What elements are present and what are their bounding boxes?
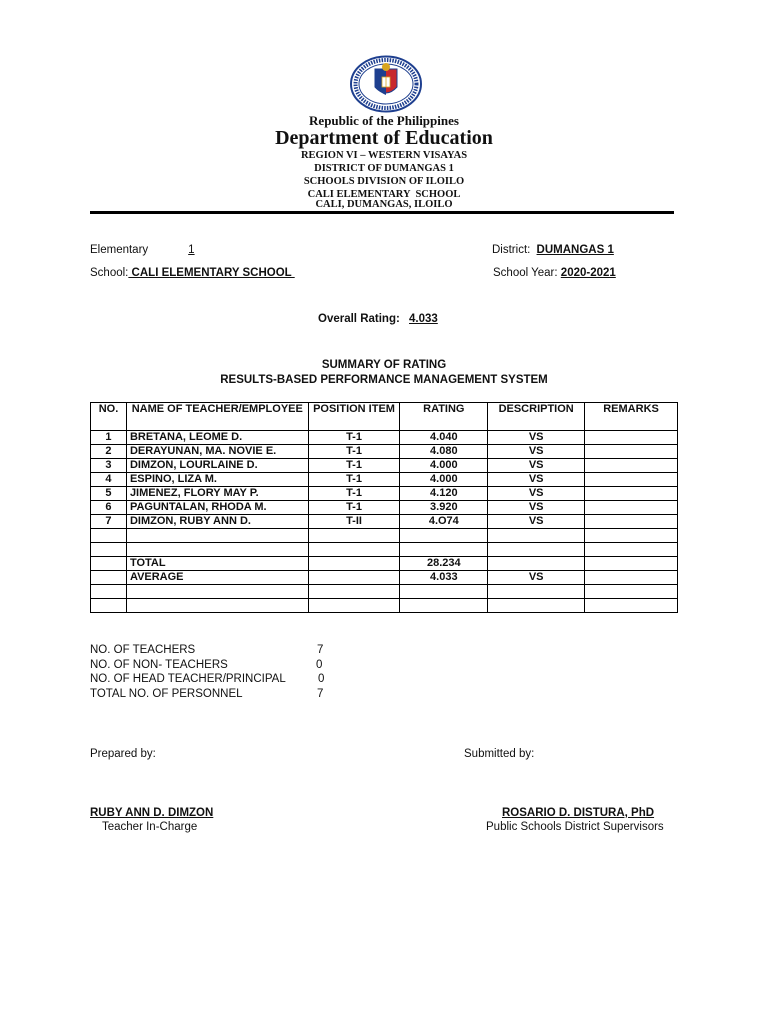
- cell-no: 2: [91, 445, 127, 459]
- cell-rating: 28.234: [400, 557, 488, 571]
- school-label: School:: [90, 267, 129, 279]
- republic-line: Republic of the Philippines: [309, 113, 459, 128]
- cell-rating: 4.000: [400, 459, 488, 473]
- cell-remarks: [585, 599, 678, 613]
- table-row: [91, 585, 678, 599]
- cell-remarks: [585, 459, 678, 473]
- cell-description: VS: [488, 473, 585, 487]
- cell-description: VS: [488, 501, 585, 515]
- cell-no: [91, 585, 127, 599]
- cell-name: DIMZON, LOURLAINE D.: [126, 459, 308, 473]
- cell-description: VS: [488, 515, 585, 529]
- cell-position: T-1: [308, 473, 400, 487]
- cell-no: 7: [91, 515, 127, 529]
- school-line: CALI ELEMENTARY SCHOOL: [307, 189, 461, 200]
- table-row: [91, 571, 678, 585]
- cell-description: VS: [488, 431, 585, 445]
- cell-description: VS: [488, 571, 585, 585]
- cell-name: [126, 585, 308, 599]
- submitted-by-title: Public Schools District Supervisors: [486, 821, 664, 833]
- cell-no: [91, 571, 127, 585]
- cell-description: VS: [488, 487, 585, 501]
- elementary-field: [90, 244, 223, 256]
- cell-name: JIMENEZ, FLORY MAY P.: [126, 487, 308, 501]
- cell-rating: 4.000: [400, 473, 488, 487]
- table-row: [91, 543, 678, 557]
- cell-name: DERAYUNAN, MA. NOVIE E.: [126, 445, 308, 459]
- address-line: CALI, DUMANGAS, ILOILO: [315, 199, 453, 210]
- cell-no: 4: [91, 473, 127, 487]
- overall-rating-label: [318, 313, 400, 325]
- table-row: [91, 501, 678, 515]
- cell-remarks: [585, 515, 678, 529]
- cell-rating: 4.040: [400, 431, 488, 445]
- cell-no: 1: [91, 431, 127, 445]
- cell-name: [126, 529, 308, 543]
- cell-rating: 4.033: [400, 571, 488, 585]
- cell-position: [308, 585, 400, 599]
- col-header-name: NAME OF TEACHER/EMPLOYEE: [126, 403, 308, 431]
- rating-table-body: [91, 431, 678, 613]
- cell-remarks: [585, 571, 678, 585]
- table-row: [91, 459, 678, 473]
- table-row: [91, 529, 678, 543]
- count-value: 0: [318, 673, 325, 685]
- school-year-label: School Year:: [493, 267, 558, 279]
- overall-rating-value: 4.033: [409, 313, 438, 325]
- cell-position: T-II: [308, 515, 400, 529]
- cell-rating: 3.920: [400, 501, 488, 515]
- cell-description: [488, 543, 585, 557]
- table-row: [91, 515, 678, 529]
- cell-description: [488, 557, 585, 571]
- count-label: NO. OF NON- TEACHERS: [90, 659, 228, 671]
- col-header-no: NO.: [91, 403, 127, 431]
- cell-rating: [400, 529, 488, 543]
- cell-name: BRETANA, LEOME D.: [126, 431, 308, 445]
- deped-seal: [349, 55, 423, 113]
- elementary-value: 1: [188, 244, 195, 256]
- table-row: [91, 431, 678, 445]
- region-line: REGION VI – WESTERN VISAYAS: [300, 150, 468, 161]
- school-year-value: 2020-2021: [560, 267, 616, 279]
- table-row: [91, 557, 678, 571]
- count-value: 7: [317, 644, 324, 656]
- district-line: DISTRICT OF DUMANGAS 1: [314, 163, 454, 174]
- cell-position: [308, 529, 400, 543]
- cell-position: T-1: [308, 487, 400, 501]
- prepared-by-title: Teacher In-Charge: [102, 821, 198, 833]
- cell-rating: 4.120: [400, 487, 488, 501]
- col-header-remarks: REMARKS: [585, 403, 678, 431]
- count-label: NO. OF HEAD TEACHER/PRINCIPAL: [90, 673, 286, 685]
- table-row: [91, 487, 678, 501]
- cell-rating: [400, 585, 488, 599]
- school-value: CALI ELEMENTARY SCHOOL: [128, 267, 295, 279]
- col-header-rating: RATING: [400, 403, 488, 431]
- cell-position: T-1: [308, 431, 400, 445]
- district-label: District:: [492, 244, 531, 256]
- cell-remarks: [585, 431, 678, 445]
- cell-position: [308, 557, 400, 571]
- cell-name: AVERAGE: [126, 571, 308, 585]
- prepared-by-name: RUBY ANN D. DIMZON: [90, 807, 214, 819]
- overall-rating-label-text: Overall Rating:: [318, 313, 400, 325]
- summary-subtitle: RESULTS-BASED PERFORMANCE MANAGEMENT SYSTEM: [220, 374, 548, 386]
- cell-remarks: [585, 501, 678, 515]
- cell-name: [126, 543, 308, 557]
- count-label: NO. OF TEACHERS: [90, 644, 196, 656]
- cell-rating: [400, 599, 488, 613]
- table-row: [91, 599, 678, 613]
- cell-no: [91, 529, 127, 543]
- count-value: 7: [317, 688, 324, 700]
- cell-position: [308, 571, 400, 585]
- cell-rating: 4.080: [400, 445, 488, 459]
- cell-name: [126, 599, 308, 613]
- cell-description: VS: [488, 459, 585, 473]
- cell-remarks: [585, 473, 678, 487]
- cell-remarks: [585, 445, 678, 459]
- cell-position: T-1: [308, 445, 400, 459]
- cell-remarks: [585, 529, 678, 543]
- submitted-by-label: Submitted by:: [464, 748, 535, 760]
- cell-position: T-1: [308, 501, 400, 515]
- cell-name: TOTAL: [126, 557, 308, 571]
- cell-no: 6: [91, 501, 127, 515]
- cell-remarks: [585, 543, 678, 557]
- table-row: [91, 445, 678, 459]
- count-label: TOTAL NO. OF PERSONNEL: [90, 688, 243, 700]
- overall-rating: [318, 313, 438, 325]
- count-value: 0: [316, 659, 323, 671]
- rating-table: [90, 402, 678, 613]
- cell-rating: 4.O74: [400, 515, 488, 529]
- cell-name: PAGUNTALAN, RHODA M.: [126, 501, 308, 515]
- cell-position: T-1: [308, 459, 400, 473]
- cell-no: [91, 557, 127, 571]
- cell-description: [488, 599, 585, 613]
- cell-no: [91, 599, 127, 613]
- school-field: [90, 267, 295, 279]
- cell-description: [488, 585, 585, 599]
- cell-no: [91, 543, 127, 557]
- cell-position: [308, 599, 400, 613]
- department-title: Department of Education: [275, 127, 493, 149]
- district-value: DUMANGAS 1: [536, 244, 614, 256]
- cell-no: 5: [91, 487, 127, 501]
- cell-description: [488, 529, 585, 543]
- cell-description: VS: [488, 445, 585, 459]
- school-year-field: [493, 267, 616, 279]
- elementary-label: Elementary: [90, 244, 149, 256]
- cell-remarks: [585, 487, 678, 501]
- submitted-by-name: ROSARIO D. DISTURA, PhD: [502, 807, 655, 819]
- summary-title: SUMMARY OF RATING: [321, 359, 447, 371]
- col-header-description: DESCRIPTION: [488, 403, 585, 431]
- table-row: [91, 473, 678, 487]
- cell-name: DIMZON, RUBY ANN D.: [126, 515, 308, 529]
- cell-position: [308, 543, 400, 557]
- cell-rating: [400, 543, 488, 557]
- col-header-position: POSITION ITEM: [308, 403, 400, 431]
- cell-no: 3: [91, 459, 127, 473]
- header-divider: [90, 211, 674, 214]
- district-field: [492, 244, 614, 256]
- division-line: SCHOOLS DIVISION OF ILOILO: [303, 176, 465, 187]
- cell-remarks: [585, 557, 678, 571]
- cell-name: ESPINO, LIZA M.: [126, 473, 308, 487]
- prepared-by-label: Prepared by:: [90, 748, 156, 760]
- cell-remarks: [585, 585, 678, 599]
- table-header-row: [91, 403, 678, 431]
